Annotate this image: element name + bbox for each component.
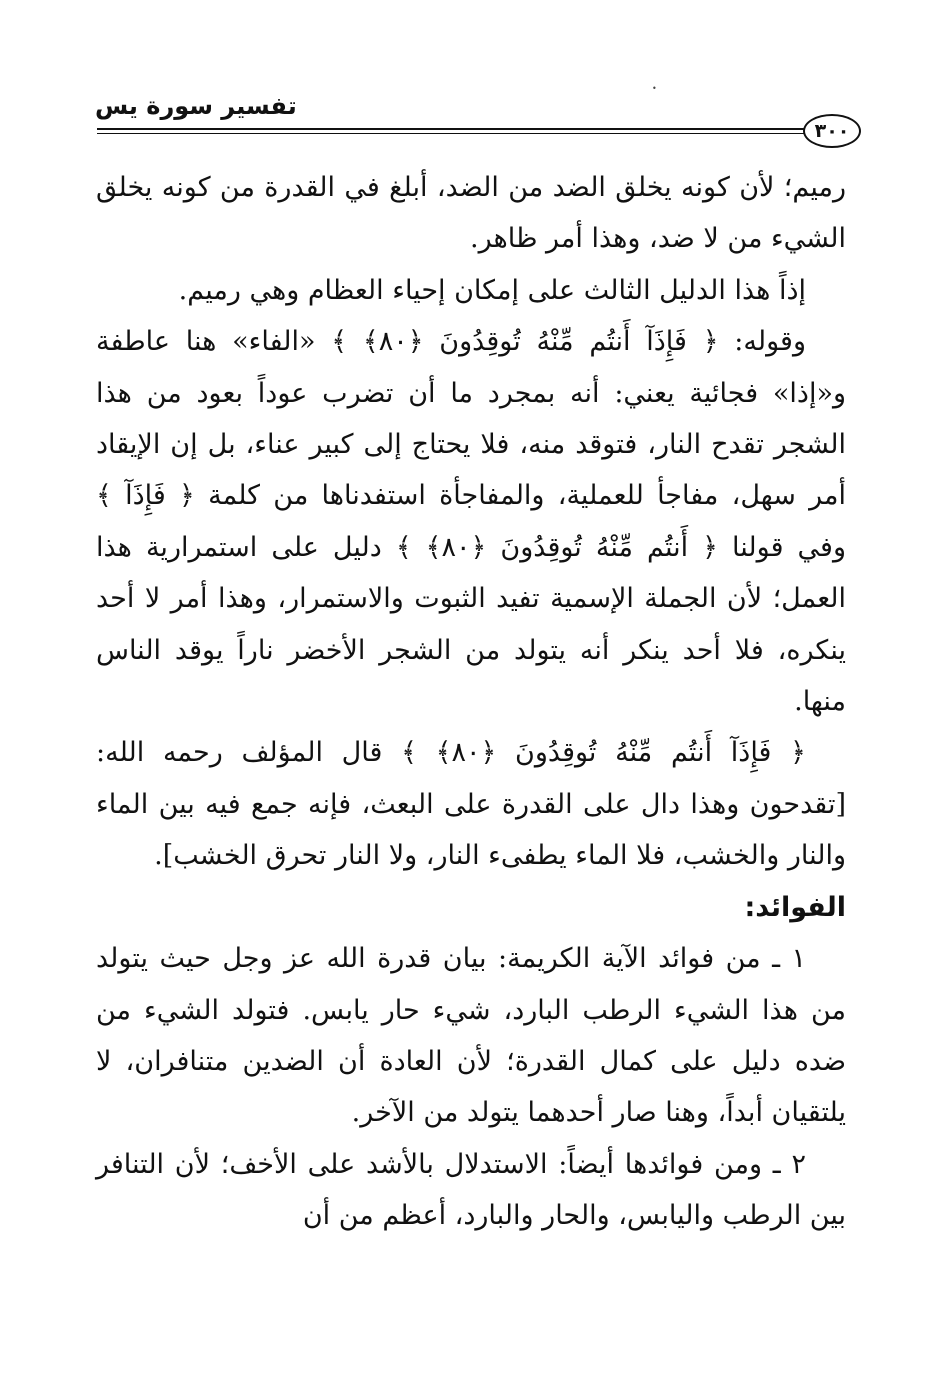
- header-rule-thick: [97, 128, 839, 130]
- running-header-title: تفسير سورة يس: [95, 92, 297, 120]
- page-number: ٣٠٠: [803, 114, 861, 148]
- body-text: [96, 162, 846, 1242]
- paragraph: ١ ـ من فوائد الآية الكريمة: بيان قدرة الله عز وجل حيث يتولد من هذا الشيء الرطب البارد، شيء حار يابس. فتولد الشيء من ضده دليل على كمال القدرة؛ لأن العادة أن الضدين متنافران، لا يلتقيان أبداً، وهنا صار أحدهما يتولد من الآخر.: [96, 943, 846, 1129]
- section-heading: الفوائد:: [744, 891, 846, 923]
- header-rule-thin: [97, 133, 839, 134]
- paragraph: ٢ ـ ومن فوائدها أيضاً: الاستدلال بالأشد على الأخف؛ لأن التنافر بين الرطب واليابس، والحار والبارد، أعظم من أن: [96, 1148, 846, 1232]
- paragraph: إذاً هذا الدليل الثالث على إمكان إحياء العظام وهي رميم.: [178, 274, 806, 306]
- print-speck: •: [652, 84, 657, 93]
- paragraph: وقوله: ﴿ فَإِذَآ أَنتُم مِّنْهُ تُوقِدُونَ ﴿٨٠﴾ ﴾ «الفاء» هنا عاطفة و«إذا» فجائية يعني: أنه بمجرد ما أن تضرب عوداً بعود من هذا الشجر تقدح النار، فتوقد منه، فلا يحتاج إلى كبير عناء، بل إن الإيقاد أمر سهل، مفاجأ للعملية، والمفاجأة استفدناها من كلمة ﴿ فَإِذَآ ﴾ وفي قولنا ﴿ أَنتُم مِّنْهُ تُوقِدُونَ ﴿٨٠﴾ ﴾ دليل على استمرارية هذا العمل؛ لأن الجملة الإسمية تفيد الثبوت والاستمرار، وهذا أمر لا أحد ينكره، فلا أحد ينكر أنه يتولد من الشجر الأخضر ناراً يوقد الناس منها.: [96, 326, 846, 718]
- paragraph: رميم؛ لأن كونه يخلق الضد من الضد، أبلغ في القدرة من كونه يخلق الشيء من لا ضد، وهذا أمر ظاهر.: [96, 172, 846, 255]
- paragraph: ﴿ فَإِذَآ أَنتُم مِّنْهُ تُوقِدُونَ ﴿٨٠﴾ ﴾ قال المؤلف رحمه الله: [تقدحون وهذا دال على القدرة على البعث، فإنه جمع فيه بين الماء والنار والخشب، فلا الماء يطفىء النار، ولا النار تحرق الخشب].: [96, 737, 846, 872]
